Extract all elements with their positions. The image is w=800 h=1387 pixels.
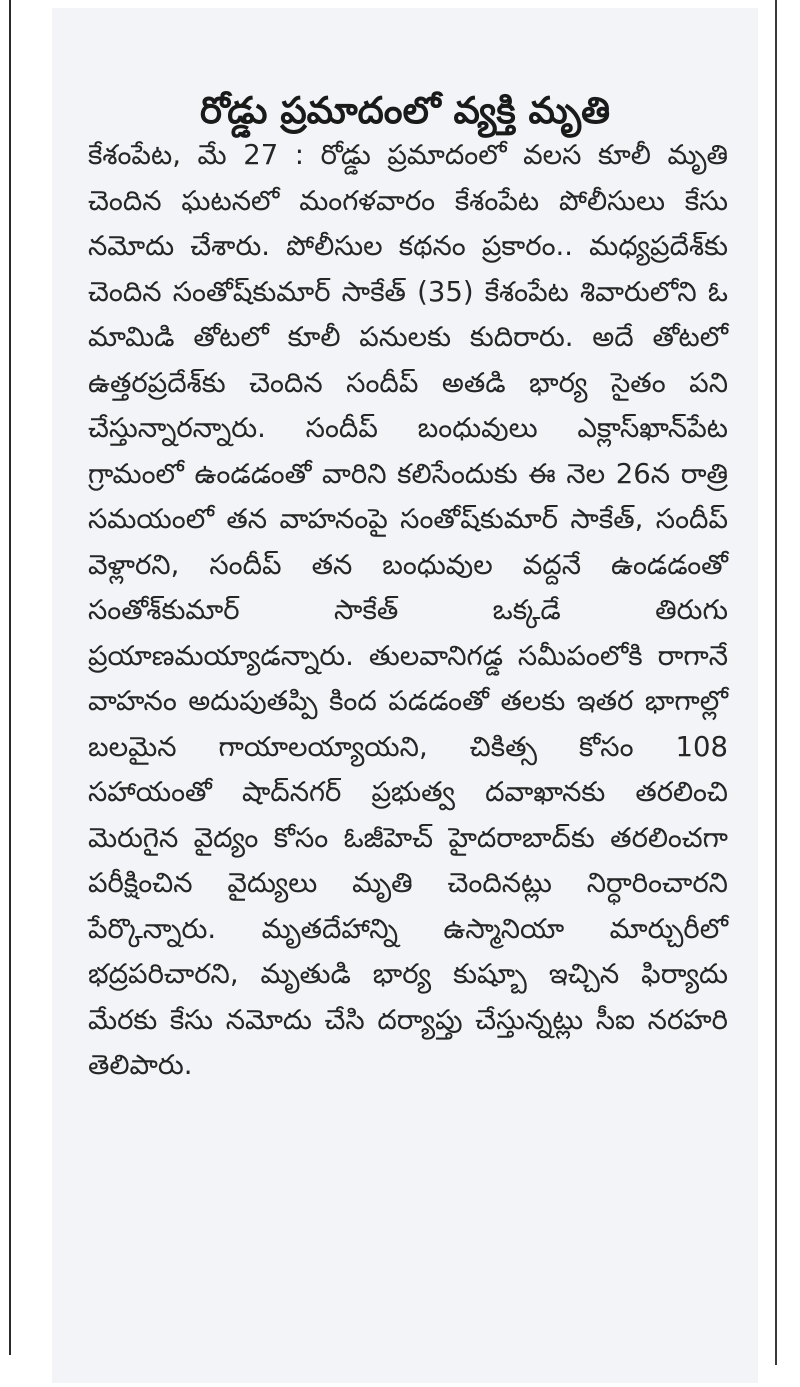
article-headline: రోడ్డు ప్రమాదంలో వ్యక్తి మృతి bbox=[199, 88, 610, 132]
column-rule-left bbox=[9, 0, 11, 1355]
column-rule-right bbox=[775, 0, 777, 1365]
news-clipping bbox=[52, 8, 758, 1383]
article-body: కేశంపేట, మే 27 : రోడ్డు ప్రమాదంలో వలస కూలీ మృతి చెందిన ఘటనలో మంగళవారం కేశంపేట పోలీసులు కేసు నమోదు చేశారు. పోలీసుల కథనం ప్రకారం.. మధ్యప్రదేశ్‌కు చెందిన సంతోష్‌కుమార్ సాకేత్ (35) కేశంపేట శివారులోని ఓ మామిడి తోటలో కూలీ పనులకు కుదిరారు. అదే తోటలో ఉత్తరప్రదేశ్‌కు చెందిన సందీప్ అతడి భార్య సైతం పని చేస్తున్నారన్నారు. సందీప్ బంధువులు ఎక్లాస్‌ఖాన్‌పేట గ్రామంలో ఉండడంతో వారిని కలిసేందుకు ఈ నెల 26న రాత్రి సమయంలో తన వాహనంపై సంతోష్‌కుమార్ సాకేత్, సందీప్ వెళ్లారని, సందీప్ తన బంధువుల వద్దనే ఉండడంతో సంతోశ్‌కుమార్ సాకేత్ ఒక్కడే తిరుగు ప్రయాణమయ్యాడన్నారు. తులవానిగడ్డ సమీపంలోకి రాగానే వాహనం అదుపుతప్పి కింద పడడంతో తలకు ఇతర భాగాల్లో బలమైన గాయాలయ్యాయని, చికిత్స కోసం 108 సహాయంతో షాద్‌నగర్ ప్రభుత్వ దవాఖానకు తరలించి మెరుగైన వైద్యం కోసం ఓజీహెచ్ హైదరాబాద్‌కు తరలించగా పరీక్షించిన వైద్యులు మృతి చెందినట్లు నిర్ధారించారని పేర్కొన్నారు. మృతదేహాన్ని ఉస్మానియా మార్చురీలో భద్రపరిచారని, మృతుడి భార్య కుష్బూ ఇచ్చిన ఫిర్యాదు మేరకు కేసు నమోదు చేసి దర్యాప్తు చేస్తున్నట్లు సీఐ నరహరి తెలిపారు. bbox=[88, 139, 728, 1081]
